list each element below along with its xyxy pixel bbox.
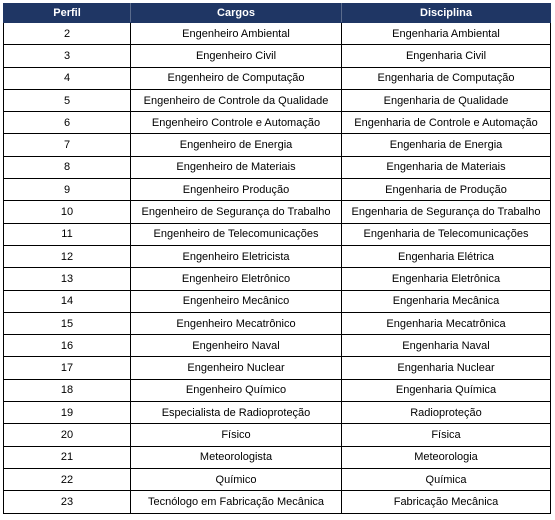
cell-disciplina: Engenharia de Computação [342, 67, 551, 89]
table-row [4, 379, 551, 401]
table-row [4, 23, 551, 45]
cell-disciplina: Engenharia Nuclear [342, 357, 551, 379]
cell-perfil: 16 [4, 335, 131, 357]
table-body [4, 23, 551, 514]
cell-perfil: 2 [4, 23, 131, 45]
table-row [4, 357, 551, 379]
cell-perfil: 3 [4, 45, 131, 67]
cell-disciplina: Engenharia Eletrônica [342, 268, 551, 290]
cell-disciplina: Física [342, 424, 551, 446]
cell-perfil: 17 [4, 357, 131, 379]
header-perfil: Perfil [4, 4, 131, 23]
cell-cargo: Engenheiro de Computação [131, 67, 342, 89]
cell-perfil: 22 [4, 468, 131, 490]
table-row [4, 223, 551, 245]
cell-cargo: Engenheiro Controle e Automação [131, 112, 342, 134]
cell-perfil: 12 [4, 245, 131, 267]
cell-perfil: 19 [4, 402, 131, 424]
cell-cargo: Engenheiro Químico [131, 379, 342, 401]
cell-cargo: Engenheiro Produção [131, 179, 342, 201]
cell-disciplina: Engenharia Mecânica [342, 290, 551, 312]
cell-cargo: Engenheiro de Energia [131, 134, 342, 156]
cell-cargo: Engenheiro Mecânico [131, 290, 342, 312]
cell-cargo: Tecnólogo em Fabricação Mecânica [131, 491, 342, 513]
profiles-table [3, 3, 551, 514]
cell-perfil: 4 [4, 67, 131, 89]
cell-cargo: Engenheiro de Controle da Qualidade [131, 89, 342, 111]
cell-disciplina: Engenharia de Produção [342, 179, 551, 201]
table-row [4, 446, 551, 468]
cell-perfil: 13 [4, 268, 131, 290]
table-row [4, 335, 551, 357]
table-row [4, 312, 551, 334]
cell-perfil: 14 [4, 290, 131, 312]
cell-cargo: Meteorologista [131, 446, 342, 468]
header-disciplina: Disciplina [342, 4, 551, 23]
cell-cargo: Engenheiro Nuclear [131, 357, 342, 379]
cell-disciplina: Engenharia de Qualidade [342, 89, 551, 111]
table-row [4, 290, 551, 312]
table-row [4, 134, 551, 156]
cell-cargo: Engenheiro de Telecomunicações [131, 223, 342, 245]
header-cargos: Cargos [131, 4, 342, 23]
cell-disciplina: Engenharia de Materiais [342, 156, 551, 178]
cell-cargo: Especialista de Radioproteção [131, 402, 342, 424]
cell-cargo: Engenheiro Naval [131, 335, 342, 357]
cell-cargo: Engenheiro Eletrônico [131, 268, 342, 290]
table-row [4, 201, 551, 223]
cell-perfil: 5 [4, 89, 131, 111]
cell-cargo: Engenheiro Ambiental [131, 23, 342, 45]
table-row [4, 491, 551, 513]
table-row [4, 45, 551, 67]
cell-disciplina: Engenharia de Energia [342, 134, 551, 156]
cell-cargo: Engenheiro de Materiais [131, 156, 342, 178]
cell-cargo: Engenheiro Eletricista [131, 245, 342, 267]
cell-disciplina: Engenharia de Controle e Automação [342, 112, 551, 134]
profiles-table-container [3, 3, 550, 514]
cell-cargo: Engenheiro de Segurança do Trabalho [131, 201, 342, 223]
table-row [4, 179, 551, 201]
header-row [4, 4, 551, 23]
table-row [4, 67, 551, 89]
table-row [4, 156, 551, 178]
cell-perfil: 7 [4, 134, 131, 156]
cell-perfil: 11 [4, 223, 131, 245]
cell-disciplina: Radioproteção [342, 402, 551, 424]
cell-perfil: 18 [4, 379, 131, 401]
cell-disciplina: Química [342, 468, 551, 490]
cell-perfil: 15 [4, 312, 131, 334]
cell-perfil: 9 [4, 179, 131, 201]
cell-perfil: 8 [4, 156, 131, 178]
table-row [4, 245, 551, 267]
table-row [4, 89, 551, 111]
cell-disciplina: Engenharia de Telecomunicações [342, 223, 551, 245]
table-row [4, 402, 551, 424]
table-header [4, 4, 551, 23]
table-row [4, 424, 551, 446]
cell-cargo: Engenheiro Mecatrônico [131, 312, 342, 334]
cell-perfil: 23 [4, 491, 131, 513]
cell-disciplina: Engenharia Naval [342, 335, 551, 357]
cell-cargo: Físico [131, 424, 342, 446]
cell-disciplina: Engenharia Civil [342, 45, 551, 67]
cell-disciplina: Engenharia de Segurança do Trabalho [342, 201, 551, 223]
cell-disciplina: Engenharia Ambiental [342, 23, 551, 45]
cell-cargo: Engenheiro Civil [131, 45, 342, 67]
table-row [4, 268, 551, 290]
cell-disciplina: Engenharia Química [342, 379, 551, 401]
table-row [4, 468, 551, 490]
cell-perfil: 21 [4, 446, 131, 468]
cell-perfil: 6 [4, 112, 131, 134]
cell-disciplina: Meteorologia [342, 446, 551, 468]
cell-disciplina: Engenharia Elétrica [342, 245, 551, 267]
cell-cargo: Químico [131, 468, 342, 490]
table-row [4, 112, 551, 134]
cell-disciplina: Fabricação Mecânica [342, 491, 551, 513]
cell-disciplina: Engenharia Mecatrônica [342, 312, 551, 334]
cell-perfil: 10 [4, 201, 131, 223]
cell-perfil: 20 [4, 424, 131, 446]
